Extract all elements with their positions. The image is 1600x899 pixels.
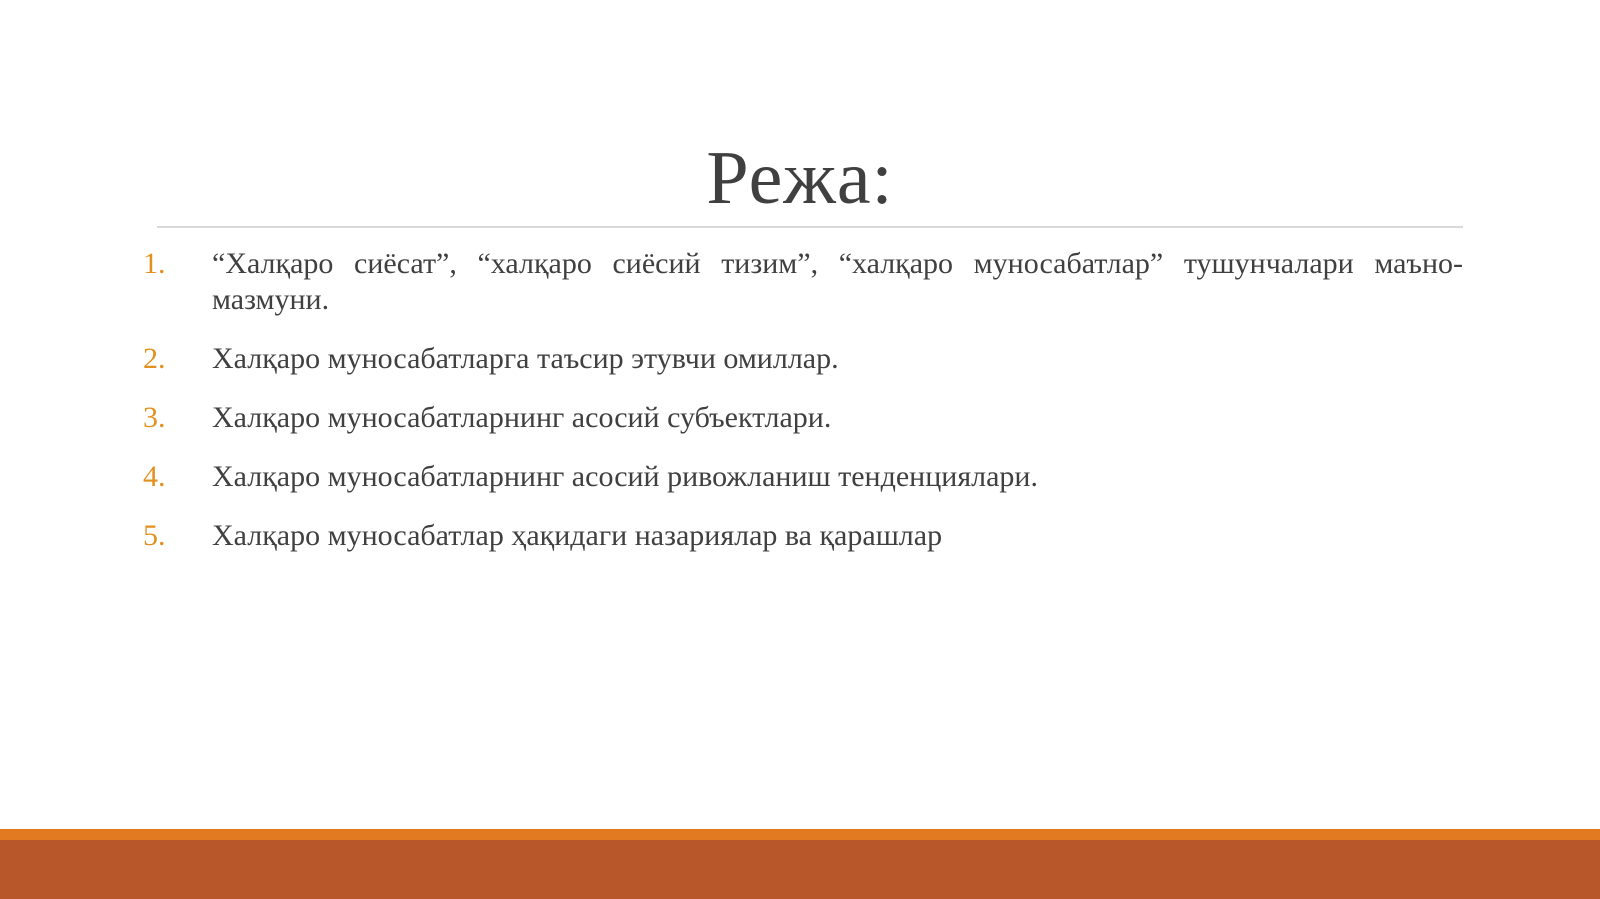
plan-list: [143, 246, 1463, 577]
list-item-text: “Халқаро сиёсат”, “халқаро сиёсий тизим”, “халқаро муносабатлар” тушунчалари маъно-мазмуни.: [212, 247, 1463, 316]
list-item-number: 2.: [143, 342, 166, 375]
list-item: [143, 518, 1463, 554]
list-item: [143, 341, 1463, 377]
list-item-number: 1.: [143, 247, 166, 280]
list-item-text: Халқаро муносабатларнинг асосий ривожланиш тенденциялари.: [212, 460, 1038, 493]
list-item-number: 3.: [143, 401, 166, 434]
list-item: [143, 400, 1463, 436]
list-item: [143, 246, 1463, 318]
list-item-number: 4.: [143, 460, 166, 493]
list-item: [143, 459, 1463, 495]
title-divider: [157, 226, 1463, 228]
list-item-text: Халқаро муносабатларнинг асосий субъектлари.: [212, 401, 832, 434]
list-item-text: Халқаро муносабатлар ҳақидаги назариялар ва қарашлар: [212, 519, 943, 552]
list-item-text: Халқаро муносабатларга таъсир этувчи омиллар.: [212, 342, 839, 375]
list-item-number: 5.: [143, 519, 166, 552]
footer-bar: [0, 840, 1600, 899]
footer-accent-stripe: [0, 829, 1600, 840]
slide-title: Режа:: [706, 136, 894, 220]
